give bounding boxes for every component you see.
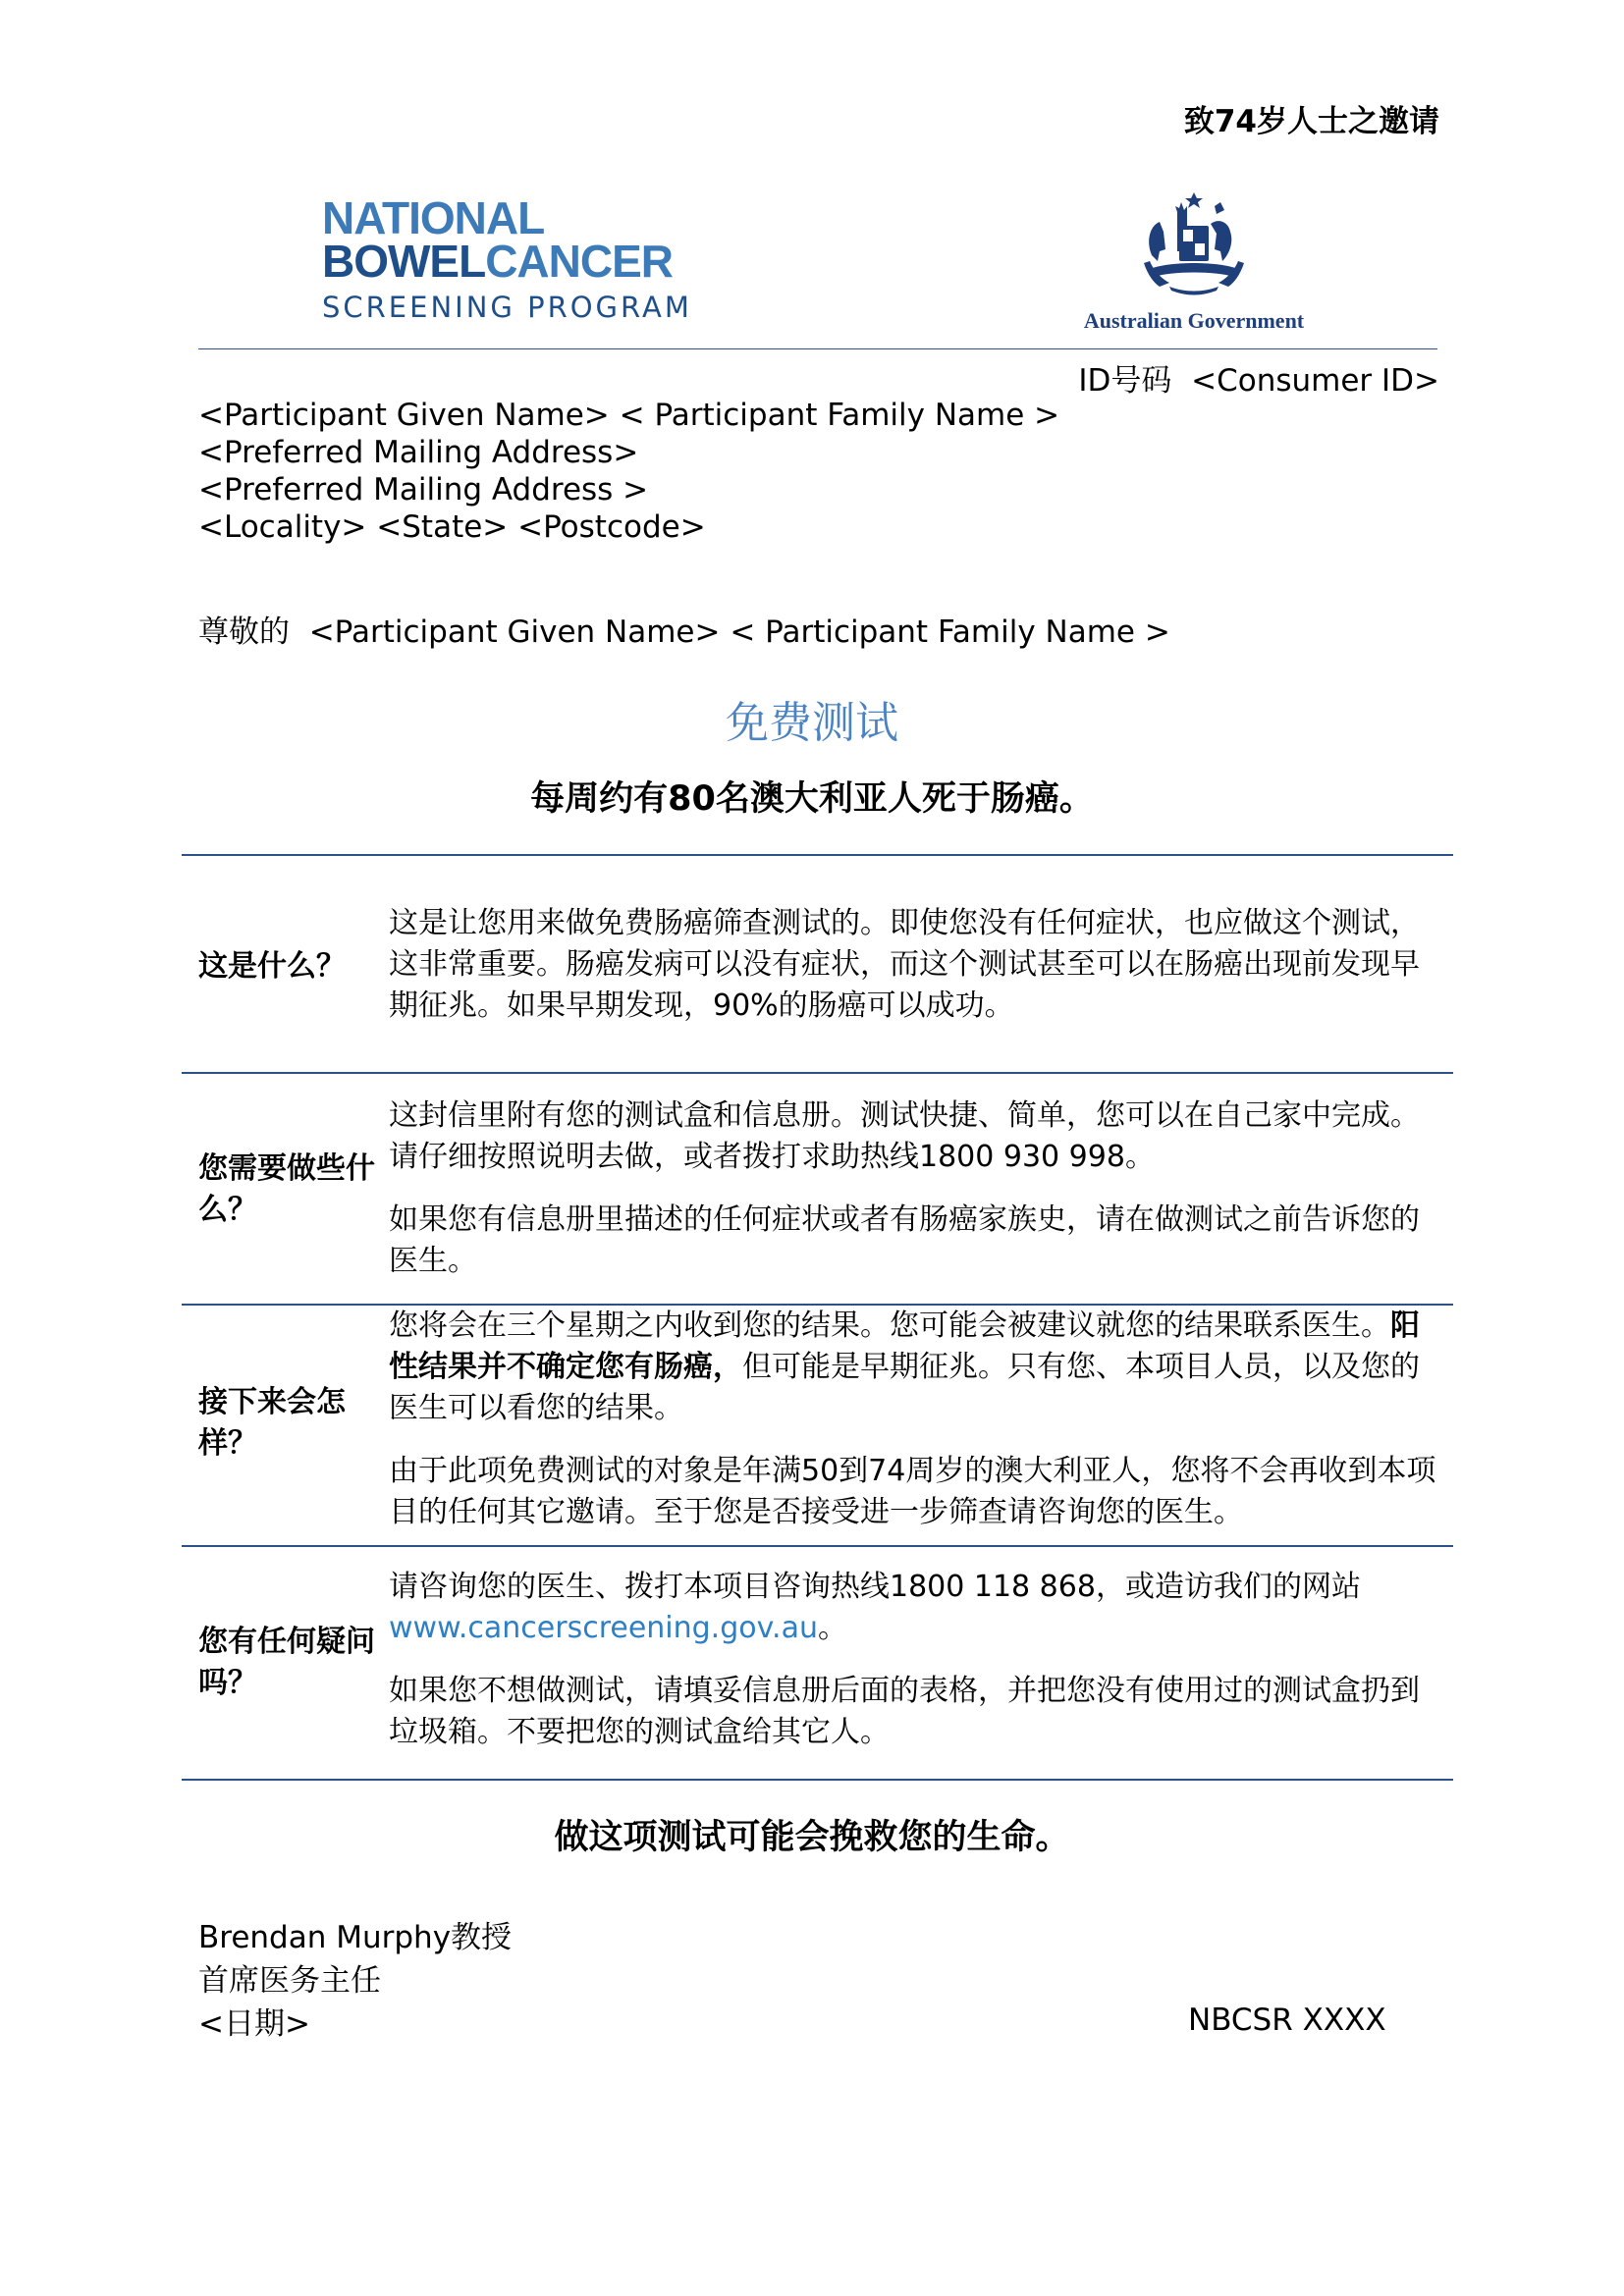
section-divider [182, 854, 1453, 856]
logo-line-bowelcancer: BOWELCANCER [322, 236, 673, 287]
invitation-title: 致74岁人士之邀请 [1183, 104, 1439, 139]
positive-result-emphasis: 阳性结果并不确定您有肠癌， [389, 1308, 1420, 1384]
signatory-name: Brendan Murphy教授 [198, 1920, 513, 1955]
letter-date: <日期> [198, 2006, 310, 2042]
id-value: <Consumer ID> [1191, 363, 1439, 399]
logo-line-screening-program: SCREENING PROGRAM [322, 291, 692, 324]
consumer-id-line [1078, 355, 1439, 400]
section-paragraph: 请咨询您的医生、拨打本项目咨询热线1800 118 868，或造访我们的网站www.cancerscreening.gov.au。 [389, 1570, 1361, 1645]
salutation: 尊敬的 <Participant Given Name> < Participant Family Name > [198, 614, 1170, 650]
address-line-name: <Participant Given Name> < Participant Family Name > [198, 398, 1060, 433]
section-label-todo: 您需要做些什么？ [198, 1151, 375, 1227]
address-block [198, 397, 1059, 546]
section-label-next: 接下来会怎样？ [198, 1385, 346, 1461]
reference-code: NBCSR XXXX [1188, 2002, 1386, 2038]
website-link[interactable]: www.cancerscreening.gov.au [389, 1611, 818, 1645]
headline-statistic: 每周约有80名澳大利亚人死于肠癌。 [530, 779, 1094, 819]
signatory-title: 首席医务主任 [198, 1963, 381, 1999]
section-divider [182, 1545, 1453, 1547]
gov-logo-label: Australian Government [1083, 308, 1305, 333]
section-divider [182, 1072, 1453, 1074]
section-body-next [389, 1306, 1439, 1555]
section-label-what: 这是什么？ [198, 949, 346, 984]
address-line-street-2: <Preferred Mailing Address > [198, 472, 649, 507]
section-label-questions: 您有任何疑问吗？ [198, 1625, 375, 1700]
signature-block [198, 1916, 512, 2046]
headline-free-test: 免费测试 [726, 698, 898, 748]
logo-line-national: NATIONAL [322, 192, 545, 243]
section-paragraph: 这封信里附有您的测试盒和信息册。测试快捷、简单，您可以在自己家中完成。请仔细按照说明去做，或者拨打求助热线1800 930 998。 [389, 1098, 1420, 1174]
section-paragraph: 由于此项免费测试的对象是年满50到74周岁的澳大利亚人，您将不会再收到本项目的任何其它邀请。至于您是否接受进一步筛查请咨询您的医生。 [389, 1454, 1436, 1529]
id-label: ID号码 [1078, 363, 1172, 399]
section-divider [182, 1779, 1453, 1781]
australian-government-logo [1066, 192, 1322, 334]
section-paragraph: 如果您有信息册里描述的任何症状或者有肠癌家族史，请在做测试之前告诉您的医生。 [389, 1202, 1420, 1278]
address-line-locality: <Locality> <State> <Postcode> [198, 509, 706, 545]
section-paragraph: 如果您不想做测试，请填妥信息册后面的表格，并把您没有使用过的测试盒扔到垃圾箱。不要把您的测试盒给其它人。 [389, 1674, 1420, 1749]
header-divider [198, 348, 1437, 349]
address-line-street-1: <Preferred Mailing Address> [198, 435, 639, 470]
closing-headline: 做这项测试可能会挽救您的生命。 [554, 1818, 1070, 1857]
section-paragraph: 您将会在三个星期之内收到您的结果。您可能会被建议就您的结果联系医生。阳性结果并不确定您有肠癌，但可能是早期征兆。只有您、本项目人员，以及您的医生可以看您的结果。 [389, 1308, 1420, 1425]
section-body-todo [389, 1095, 1439, 1304]
section-body-questions [389, 1567, 1439, 1775]
section-body-what [389, 903, 1439, 1048]
coat-of-arms-icon [1130, 192, 1258, 300]
section-paragraph: 这是让您用来做免费肠癌筛查测试的。即使您没有任何症状，也应做这个测试，这非常重要。肠癌发病可以没有症状，而这个测试甚至可以在肠癌出现前发现早期征兆。如果早期发现，90%的肠癌可以成功。 [389, 906, 1420, 1023]
program-logo [322, 192, 692, 324]
